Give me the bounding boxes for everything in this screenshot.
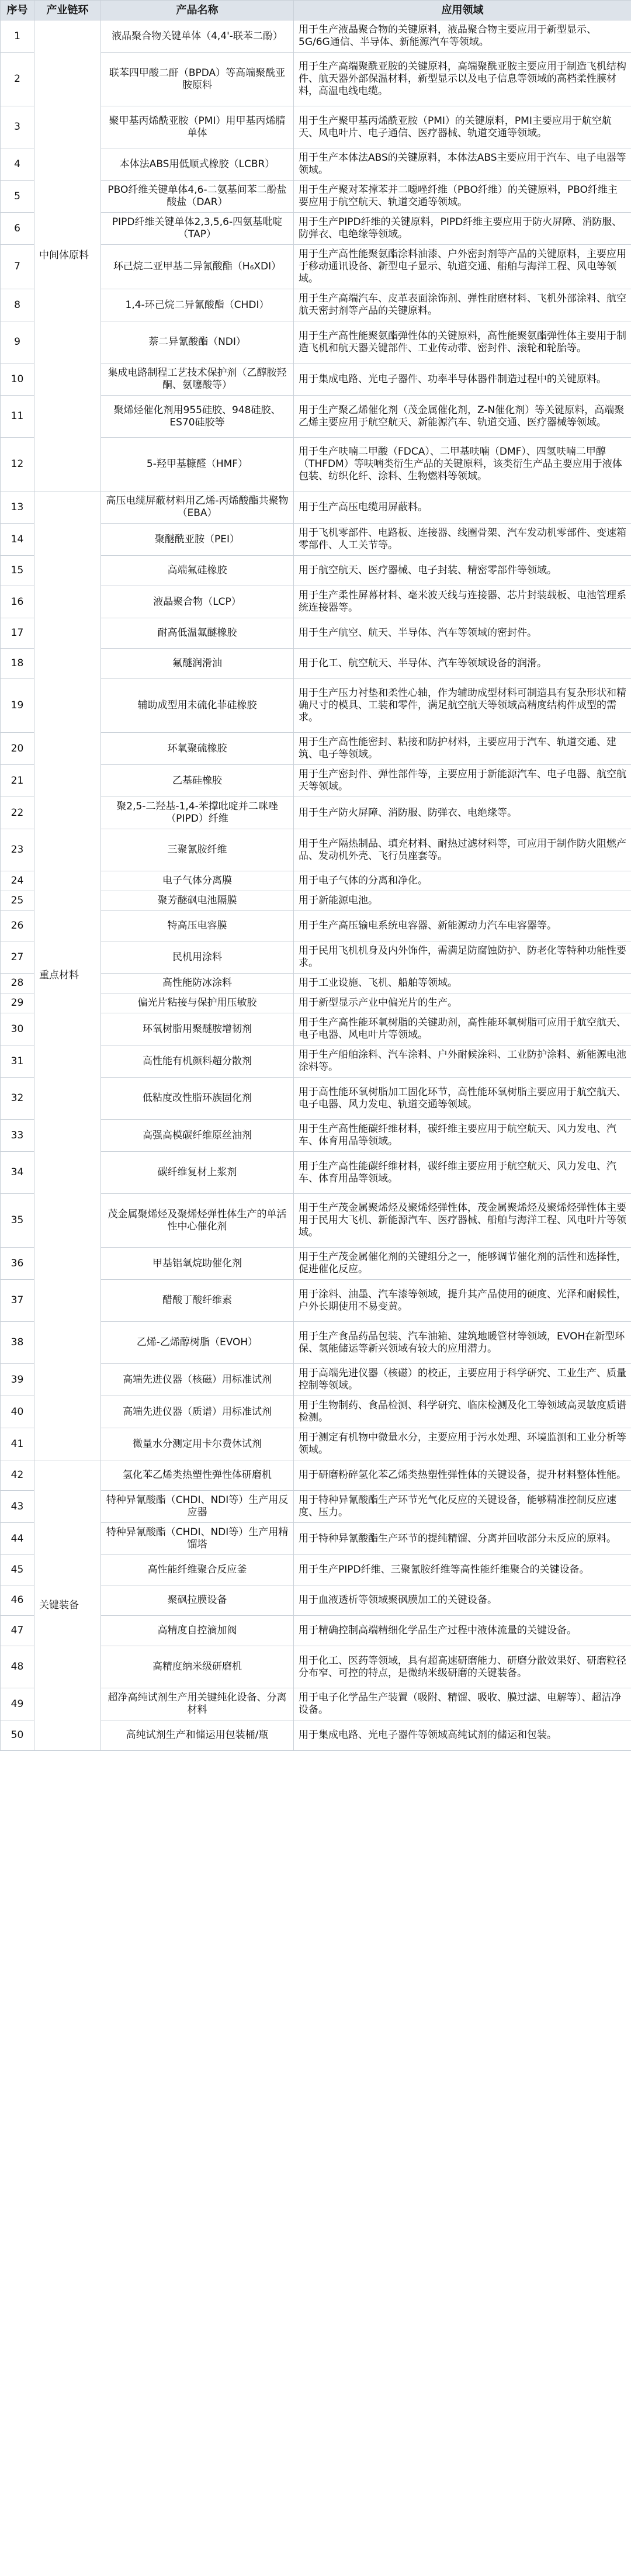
application-field: 用于工业设施、飞机、船舶等领域。 [294, 974, 631, 993]
application-field: 用于高端先进仪器（核磁）的校正，主要应用于科学研究、工业生产、质量控制等领域。 [294, 1364, 631, 1396]
product-name: 茂金属聚烯烃及聚烯烃弹性体生产的单活性中心催化剂 [101, 1194, 294, 1248]
row-number: 8 [1, 289, 34, 321]
application-field: 用于新能源电池。 [294, 891, 631, 911]
product-name: 高压电缆屏蔽材料用乙烯-丙烯酸酯共聚物（EBA） [101, 491, 294, 524]
row-number: 5 [1, 181, 34, 213]
application-field: 用于生物制药、食品检测、科学研究、临床检测及化工等领域高灵敏度质谱检测。 [294, 1396, 631, 1428]
product-name: 微量水分测定用卡尔费休试剂 [101, 1428, 294, 1460]
product-name: 特高压电容膜 [101, 911, 294, 941]
row-number: 9 [1, 321, 34, 363]
product-name: 液晶聚合物（LCP） [101, 586, 294, 618]
row-number: 1 [1, 20, 34, 53]
application-field: 用于生产船舶涂料、汽车涂料、户外耐候涂料、工业防护涂料、新能源电池涂料等。 [294, 1045, 631, 1078]
application-field: 用于生产聚甲基丙烯酰亚胺（PMI）的关键原料，PMI主要应用于航空航天、风电叶片、电子通信、医疗器械、轨道交通等领域。 [294, 106, 631, 148]
product-name: 三聚氰胺纤维 [101, 829, 294, 871]
product-name: 电子气体分离膜 [101, 871, 294, 891]
product-name: 聚砜拉膜设备 [101, 1585, 294, 1616]
chain-group: 关键装备 [34, 1460, 101, 1751]
product-name: 集成电路制程工艺技术保护剂（乙醇胺羟酮、氨噻酸等） [101, 363, 294, 396]
table-row [1, 20, 631, 53]
product-name: 高端先进仪器（核磁）用标准试剂 [101, 1364, 294, 1396]
product-name: 超净高纯试剂生产用关键纯化设备、分离材料 [101, 1688, 294, 1720]
application-field: 用于生产高性能碳纤维材料，碳纤维主要应用于航空航天、风力发电、汽车、体育用品等领域。 [294, 1120, 631, 1152]
row-number: 15 [1, 556, 34, 586]
application-field: 用于飞机零部件、电路板、连接器、线圈骨架、汽车发动机零部件、变速箱零部件、人工关节等。 [294, 524, 631, 556]
product-name: 高端氟硅橡胶 [101, 556, 294, 586]
application-field: 用于生产茂金属催化剂的关键组分之一，能够调节催化剂的活性和选择性，促进催化反应。 [294, 1248, 631, 1280]
row-number: 37 [1, 1280, 34, 1322]
row-number: 47 [1, 1616, 34, 1646]
row-number: 11 [1, 396, 34, 438]
product-name: 醋酸丁酸纤维素 [101, 1280, 294, 1322]
row-number: 6 [1, 213, 34, 245]
row-number: 49 [1, 1688, 34, 1720]
product-name: 环氧树脂用聚醚胺增韧剂 [101, 1013, 294, 1045]
table-header-row [1, 1, 631, 20]
application-field: 用于生产高性能聚氨酯涂料油漆、户外密封剂等产品的关键原料，主要应用于移动通讯设备、新型电子显示、轨道交通、船舶与海洋工程、风电等领域。 [294, 245, 631, 289]
product-name: 乙烯-乙烯醇树脂（EVOH） [101, 1322, 294, 1364]
row-number: 7 [1, 245, 34, 289]
row-number: 25 [1, 891, 34, 911]
product-name: 甲基铝氧烷助催化剂 [101, 1248, 294, 1280]
application-field: 用于生产密封件、弹性部件等，主要应用于新能源汽车、电子电器、航空航天等领域。 [294, 765, 631, 797]
product-name: 联苯四甲酸二酐（BPDA）等高端聚酰亚胺原料 [101, 53, 294, 106]
application-field: 用于生产高性能密封、粘接和防护材料，主要应用于汽车、轨道交通、建筑、电子等领域。 [294, 733, 631, 765]
header-chain: 产业链环 [34, 1, 101, 20]
application-field: 用于电子气体的分离和净化。 [294, 871, 631, 891]
row-number: 45 [1, 1555, 34, 1585]
table-row [1, 1460, 631, 1491]
row-number: 41 [1, 1428, 34, 1460]
row-number: 31 [1, 1045, 34, 1078]
row-number: 46 [1, 1585, 34, 1616]
row-number: 28 [1, 974, 34, 993]
product-name: 聚甲基丙烯酰亚胺（PMI）用甲基丙烯腈单体 [101, 106, 294, 148]
row-number: 13 [1, 491, 34, 524]
row-number: 24 [1, 871, 34, 891]
row-number: 34 [1, 1152, 34, 1194]
application-field: 用于生产食品药品包装、汽车油箱、建筑地暖管材等领域，EVOH在新型环保、氢能储运等新兴领域有较大的应用潜力。 [294, 1322, 631, 1364]
application-field: 用于高性能环氧树脂加工固化环节，高性能环氧树脂主要应用于航空航天、电子电器、风力发电、轨道交通等领域。 [294, 1078, 631, 1120]
application-field: 用于生产聚乙烯催化剂（茂金属催化剂，Z-N催化剂）等关键原料，高端聚乙烯主要应用于航空航天、新能源汽车、轨道交通、医疗器械等领域。 [294, 396, 631, 438]
product-name: 高精度自控滴加阀 [101, 1616, 294, 1646]
row-number: 38 [1, 1322, 34, 1364]
application-field: 用于生产高性能环氧树脂的关键助剂，高性能环氧树脂可应用于航空航天、电子电器、风电叶片等领域。 [294, 1013, 631, 1045]
product-name: 碳纤维复材上浆剂 [101, 1152, 294, 1194]
product-name: 聚烯烃催化剂用955硅胶、948硅胶、ES70硅胶等 [101, 396, 294, 438]
row-number: 48 [1, 1646, 34, 1688]
row-number: 30 [1, 1013, 34, 1045]
application-field: 用于生产高性能碳纤维材料，碳纤维主要应用于航空航天、风力发电、汽车、体育用品等领域。 [294, 1152, 631, 1194]
row-number: 29 [1, 993, 34, 1013]
row-number: 44 [1, 1523, 34, 1555]
product-name: 环己烷二亚甲基二异氰酸酯（H₆XDI） [101, 245, 294, 289]
row-number: 33 [1, 1120, 34, 1152]
product-name: 高性能防冰涂料 [101, 974, 294, 993]
application-field: 用于生产呋喃二甲酸（FDCA）、二甲基呋喃（DMF）、四氢呋喃二甲醇（THFDM）等呋喃类衍生产品的关键原料，该类衍生产品主要应用于液体包装、纺织化纤、涂料、生物燃料等领域。 [294, 438, 631, 491]
row-number: 27 [1, 941, 34, 974]
application-field: 用于测定有机物中微量水分，主要应用于污水处理、环境监测和工业分析等领域。 [294, 1428, 631, 1460]
row-number: 32 [1, 1078, 34, 1120]
product-name: 高强高模碳纤维原丝油剂 [101, 1120, 294, 1152]
product-name: 耐高低温氟醚橡胶 [101, 618, 294, 649]
application-field: 用于生产高压电缆用屏蔽料。 [294, 491, 631, 524]
row-number: 21 [1, 765, 34, 797]
application-field: 用于民用飞机机身及内外饰件，需满足防腐蚀防护、防老化等特种功能性要求。 [294, 941, 631, 974]
row-number: 3 [1, 106, 34, 148]
application-field: 用于生产航空、航天、半导体、汽车等领域的密封件。 [294, 618, 631, 649]
application-field: 用于特种异氰酸酯生产环节光气化反应的关键设备，能够精准控制反应速度、压力。 [294, 1491, 631, 1523]
row-number: 19 [1, 679, 34, 733]
product-name: 萘二异氰酸酯（NDI） [101, 321, 294, 363]
application-field: 用于生产液晶聚合物的关键原料，液晶聚合物主要应用于新型显示、5G/6G通信、半导体、新能源汽车等领域。 [294, 20, 631, 53]
row-number: 26 [1, 911, 34, 941]
product-name: 聚醚酰亚胺（PEI） [101, 524, 294, 556]
product-name: 液晶聚合物关键单体（4,4'-联苯二酚） [101, 20, 294, 53]
application-field: 用于航空航天、医疗器械、电子封装、精密零部件等领域。 [294, 556, 631, 586]
application-field: 用于特种异氰酸酯生产环节的提纯精馏、分离并回收部分未反应的原料。 [294, 1523, 631, 1555]
table-body [1, 20, 631, 1751]
application-field: 用于生产高性能聚氨酯弹性体的关键原料，高性能聚氨酯弹性体主要用于制造飞机和航天器关键部件、工业传动带、密封件、滚轮和轮胎等。 [294, 321, 631, 363]
product-name: 高端先进仪器（质谱）用标准试剂 [101, 1396, 294, 1428]
row-number: 39 [1, 1364, 34, 1396]
row-number: 16 [1, 586, 34, 618]
table-row [1, 491, 631, 524]
application-field: 用于电子化学品生产装置（吸附、精馏、吸收、膜过滤、电解等）、超洁净设备。 [294, 1688, 631, 1720]
row-number: 17 [1, 618, 34, 649]
row-number: 42 [1, 1460, 34, 1491]
product-name: 民机用涂料 [101, 941, 294, 974]
row-number: 50 [1, 1720, 34, 1751]
application-field: 用于集成电路、光电子器件等领域高纯试剂的储运和包装。 [294, 1720, 631, 1751]
header-app: 应用领域 [294, 1, 631, 20]
application-field: 用于化工、医药等领域，具有超高速研磨能力、研磨分散效果好、研磨粒径分布窄、可控的特点，是微纳米级研磨的关键装备。 [294, 1646, 631, 1688]
row-number: 4 [1, 148, 34, 181]
product-name: 高性能纤维聚合反应釜 [101, 1555, 294, 1585]
row-number: 22 [1, 797, 34, 829]
product-name: 高纯试剂生产和储运用包装桶/瓶 [101, 1720, 294, 1751]
application-field: 用于生产茂金属聚烯烃及聚烯烃弹性体，茂金属聚烯烃及聚烯烃弹性体主要用于民用大飞机、新能源汽车、医疗器械、船舶与海洋工程、风电叶片等领域。 [294, 1194, 631, 1248]
product-name: 高性能有机颜料超分散剂 [101, 1045, 294, 1078]
application-field: 用于生产柔性屏幕材料、毫米波天线与连接器、芯片封装载板、电池管理系统连接器等。 [294, 586, 631, 618]
product-name: 5-羟甲基糠醛（HMF） [101, 438, 294, 491]
product-name: 高精度纳米级研磨机 [101, 1646, 294, 1688]
row-number: 36 [1, 1248, 34, 1280]
application-field: 用于生产PIPD纤维、三聚氰胺纤维等高性能纤维聚合的关键设备。 [294, 1555, 631, 1585]
product-name: 环氧聚硫橡胶 [101, 733, 294, 765]
row-number: 10 [1, 363, 34, 396]
product-name: 乙基硅橡胶 [101, 765, 294, 797]
row-number: 40 [1, 1396, 34, 1428]
row-number: 18 [1, 649, 34, 679]
product-name: 1,4-环己烷二异氰酸酯（CHDI） [101, 289, 294, 321]
application-field: 用于血液透析等领域聚砜膜加工的关键设备。 [294, 1585, 631, 1616]
chain-group: 重点材料 [34, 491, 101, 1460]
product-name: 特种异氰酸酯（CHDI、NDI等）生产用反应器 [101, 1491, 294, 1523]
application-field: 用于生产本体法ABS的关键原料，本体法ABS主要应用于汽车、电子电器等领域。 [294, 148, 631, 181]
chain-group: 中间体原料 [34, 20, 101, 491]
product-name: 本体法ABS用低顺式橡胶（LCBR） [101, 148, 294, 181]
row-number: 2 [1, 53, 34, 106]
application-field: 用于生产压力衬垫和柔性心轴，作为辅助成型材料可制造具有复杂形状和精确尺寸的模具、工装和零件，满足航空航天等领域高精度结构件成型的需求。 [294, 679, 631, 733]
product-name: 聚2,5-二羟基-1,4-苯撑吡啶并二咪唑（PIPD）纤维 [101, 797, 294, 829]
application-field: 用于精确控制高端精细化学品生产过程中液体流量的关键设备。 [294, 1616, 631, 1646]
product-name: PIPD纤维关键单体2,3,5,6-四氨基吡啶（TAP） [101, 213, 294, 245]
product-name: 氢化苯乙烯类热塑性弹性体研磨机 [101, 1460, 294, 1491]
application-field: 用于生产PIPD纤维的关键原料，PIPD纤维主要应用于防火屏障、消防服、防弹衣、电绝缘等领域。 [294, 213, 631, 245]
product-name: 聚芳醚砜电池隔膜 [101, 891, 294, 911]
row-number: 23 [1, 829, 34, 871]
application-field: 用于生产高压输电系统电容器、新能源动力汽车电容器等。 [294, 911, 631, 941]
row-number: 20 [1, 733, 34, 765]
product-name: 辅助成型用未硫化菲硅橡胶 [101, 679, 294, 733]
application-field: 用于新型显示产业中偏光片的生产。 [294, 993, 631, 1013]
row-number: 12 [1, 438, 34, 491]
application-field: 用于研磨粉碎氢化苯乙烯类热塑性弹性体的关键设备，提升材料整体性能。 [294, 1460, 631, 1491]
header-no: 序号 [1, 1, 34, 20]
application-field: 用于集成电路、光电子器件、功率半导体器件制造过程中的关键原料。 [294, 363, 631, 396]
product-name: 特种异氰酸酯（CHDI、NDI等）生产用精馏塔 [101, 1523, 294, 1555]
application-field: 用于生产隔热制品、填充材料、耐热过滤材料等，可应用于制作防火阻燃产品、发动机外壳、飞行员座套等。 [294, 829, 631, 871]
application-field: 用于生产聚对苯撑苯并二噁唑纤维（PBO纤维）的关键原料，PBO纤维主要应用于航空航天、轨道交通等领域。 [294, 181, 631, 213]
application-field: 用于化工、航空航天、半导体、汽车等领域设备的润滑。 [294, 649, 631, 679]
application-field: 用于生产高端聚酰亚胺的关键原料，高端聚酰亚胺主要应用于制造飞机结构件、航天器外部保温材料，新型显示以及电子信息等领域的高档柔性膜材料，高温电线电缆。 [294, 53, 631, 106]
application-field: 用于生产高端汽车、皮革表面涂饰剂、弹性耐磨材料、飞机外部涂料、航空航天密封剂等产品的关键原料。 [294, 289, 631, 321]
product-name: PBO纤维关键单体4,6-二氨基间苯二酚盐酸盐（DAR） [101, 181, 294, 213]
row-number: 14 [1, 524, 34, 556]
header-name: 产品名称 [101, 1, 294, 20]
application-field: 用于生产防火屏障、消防服、防弹衣、电绝缘等。 [294, 797, 631, 829]
application-field: 用于涂料、油墨、汽车漆等领域，提升其产品使用的硬度、光泽和耐候性，户外长期使用不易变黄。 [294, 1280, 631, 1322]
row-number: 43 [1, 1491, 34, 1523]
product-name: 低粘度改性脂环族固化剂 [101, 1078, 294, 1120]
row-number: 35 [1, 1194, 34, 1248]
product-name: 偏光片粘接与保护用压敏胶 [101, 993, 294, 1013]
product-name: 氟醚润滑油 [101, 649, 294, 679]
